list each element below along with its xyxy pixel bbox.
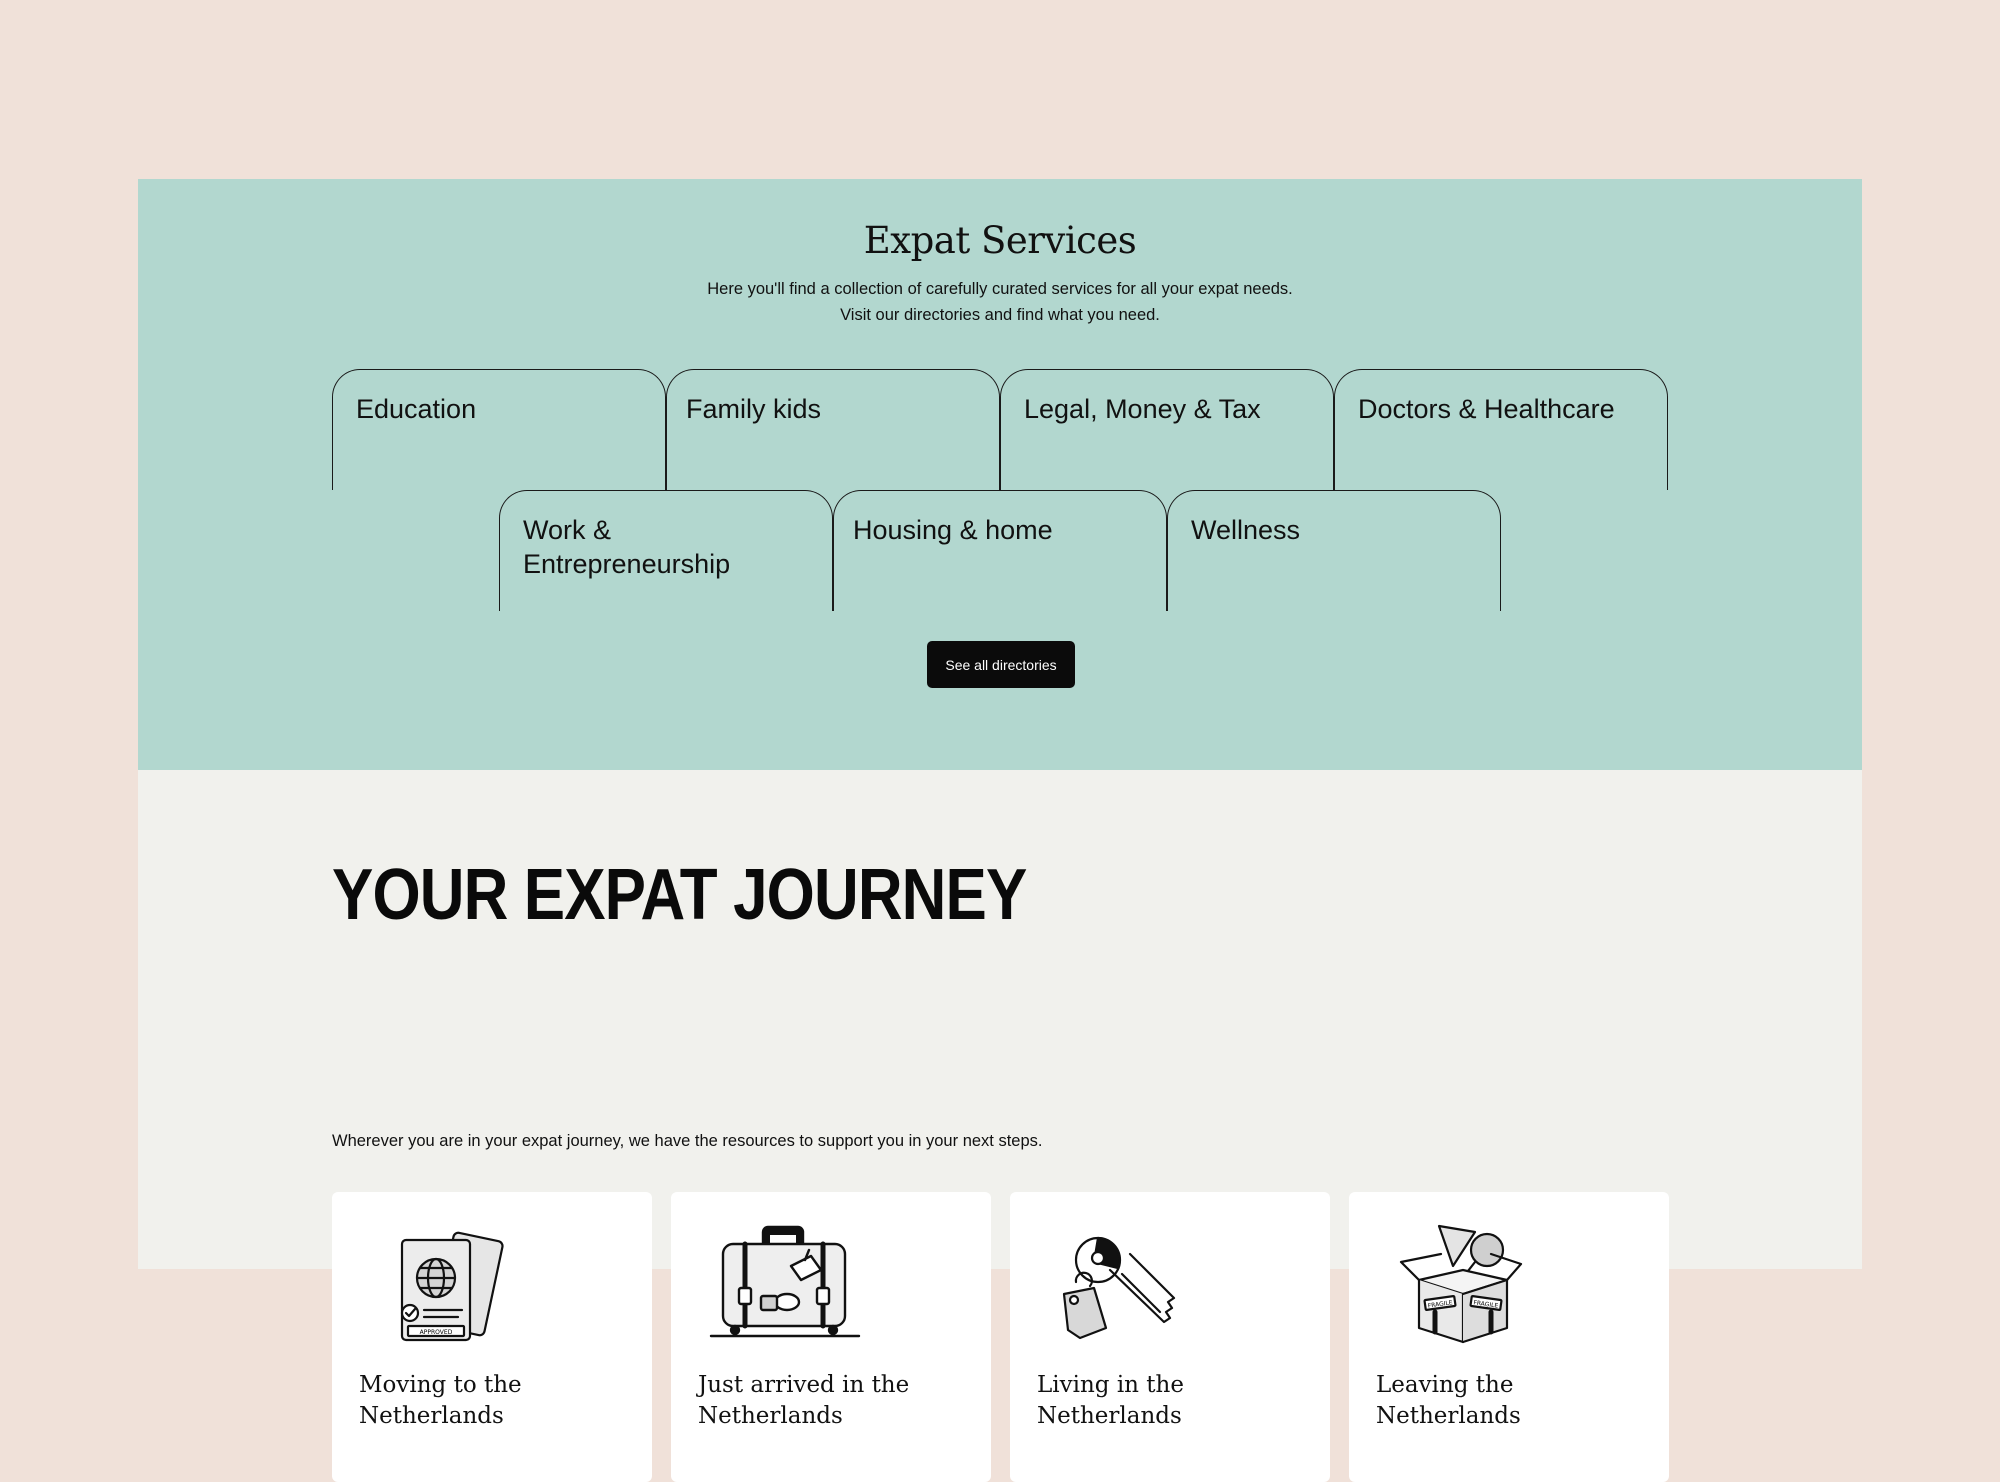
content-frame bbox=[138, 179, 1862, 1429]
directory-tab-label: Housing & home bbox=[853, 515, 1053, 545]
journey-card-moving[interactable] bbox=[332, 1192, 652, 1482]
directory-tab-label: Work & Entrepreneurship bbox=[523, 515, 731, 579]
journey-title: YOUR EXPAT JOURNEY bbox=[332, 855, 1027, 935]
services-title: Expat Services bbox=[863, 219, 1137, 262]
directory-tab-label: Doctors & Healthcare bbox=[1358, 394, 1615, 424]
journey-card-living[interactable] bbox=[1010, 1192, 1330, 1482]
moving-box-icon bbox=[1383, 1220, 1543, 1350]
journey-card-title: Leaving the Netherlands bbox=[1376, 1372, 1521, 1429]
services-description-line: Visit our directories and find what you need. bbox=[840, 306, 1160, 324]
journey-card-leaving[interactable] bbox=[1349, 1192, 1669, 1482]
svg-text:FRAGILE: FRAGILE bbox=[1472, 1299, 1499, 1310]
services-description-line: Here you'll find a collection of carefully curated services for all your expat needs. bbox=[707, 280, 1293, 298]
suitcase-icon bbox=[705, 1220, 865, 1350]
directory-tab-label: Wellness bbox=[1191, 515, 1301, 545]
expat-services-section bbox=[138, 179, 1862, 770]
journey-card-title: Moving to the Netherlands bbox=[359, 1372, 522, 1429]
journey-card-title: Just arrived in the Netherlands bbox=[698, 1372, 910, 1429]
see-all-directories-button[interactable]: See all directories bbox=[927, 641, 1075, 688]
directory-tab-label: Education bbox=[356, 394, 477, 424]
directory-tab-legal-money-tax[interactable] bbox=[1000, 369, 1334, 490]
journey-description: Wherever you are in your expat journey, we have the resources to support you in your next steps. bbox=[332, 1132, 1043, 1150]
directory-tab-doctors-healthcare[interactable] bbox=[1334, 369, 1668, 490]
directory-tab-education[interactable] bbox=[332, 369, 666, 490]
directory-tab-family-kids[interactable] bbox=[666, 369, 1000, 490]
svg-text:APPROVED: APPROVED bbox=[419, 1329, 453, 1336]
directory-tab-label: Family kids bbox=[686, 394, 822, 424]
approved-passport-icon bbox=[366, 1220, 526, 1350]
directory-tab-housing-home[interactable] bbox=[833, 490, 1167, 611]
directory-tab-work-entrepreneurship[interactable] bbox=[499, 490, 833, 611]
journey-card-just-arrived[interactable] bbox=[671, 1192, 991, 1482]
house-key-icon bbox=[1044, 1220, 1204, 1350]
svg-text:FRAGILE: FRAGILE bbox=[1427, 1299, 1454, 1310]
journey-card-title: Living in the Netherlands bbox=[1037, 1372, 1184, 1429]
directory-tab-wellness[interactable] bbox=[1167, 490, 1501, 611]
directory-tab-label: Legal, Money & Tax bbox=[1024, 394, 1261, 424]
services-description bbox=[138, 276, 1862, 328]
